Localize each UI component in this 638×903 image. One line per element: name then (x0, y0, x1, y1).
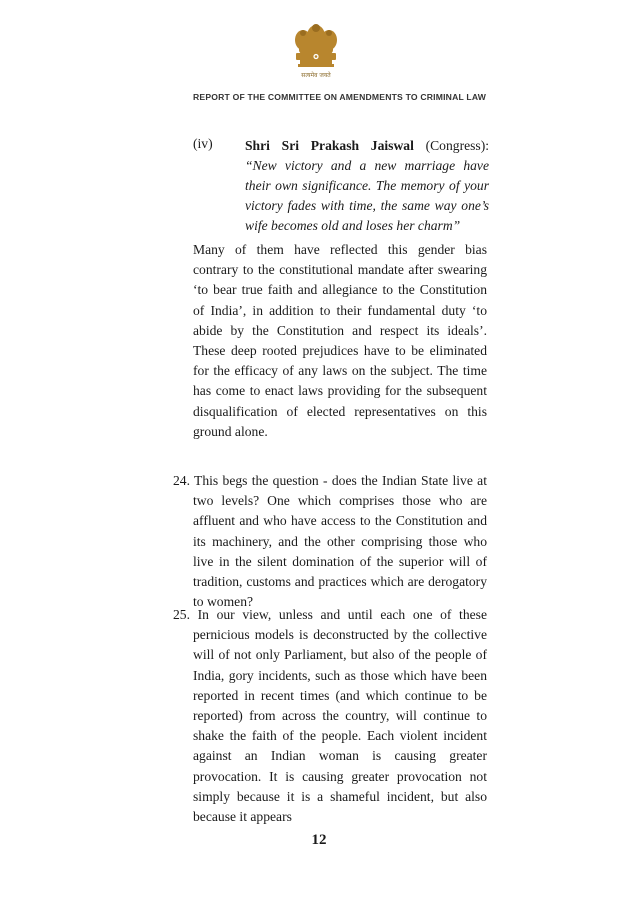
paragraph-24: 24. This begs the question - does the Indian State live at two levels? One which comprises those who are affluent and who have access to the Constitution and its machinery, and the other comprising those who live in the silent domination of the superior will of tradition, customs and practices which are derogatory to women? (173, 473, 487, 610)
quote-number: (iv) (193, 136, 213, 151)
quote-body (245, 136, 489, 236)
paragraph-25: 25. In our view, unless and until each one of these pernicious models is deconstructed by the collective will of not only Parliament, but also of the people of India, gory incidents, such as those which have been reported in recent times (and which continue to be reported) from across the country, will continue to shake the faith of the people. Each violent incident against an Indian woman is causing greater provocation. It is causing greater provocation not simply because it is a shameful incident, but also because it appears (173, 607, 487, 825)
speaker-party: (Congress): (413, 138, 490, 153)
speaker-name: Shri Sri Prakash Jaiswal (245, 138, 414, 153)
national-emblem-icon (286, 20, 346, 90)
report-title: REPORT OF THE COMMITTEE ON AMENDMENTS TO CRIMINAL LAW (193, 92, 487, 102)
paragraph-continuation: Many of them have reflected this gender bias contrary to the constitutional mandate after swearing ‘to bear true faith and allegiance to the Constitution of India’, in addition to their fundamental duty ‘to abide by the Constitution and respect its ideals’. These deep rooted prejudices have to be eliminated for the efficacy of any laws on the subject. The time has come to enact laws providing for the subsequent disqualification of elected representatives on this ground alone. (193, 242, 487, 439)
emblem-caption: सत्यमेव जयते (301, 72, 331, 79)
quote-text: “New victory and a new marriage have their own significance. The memory of your victory fades with time, the same way one’s wife becomes old and loses her charm” (245, 158, 489, 233)
page-number: 12 (311, 832, 327, 848)
